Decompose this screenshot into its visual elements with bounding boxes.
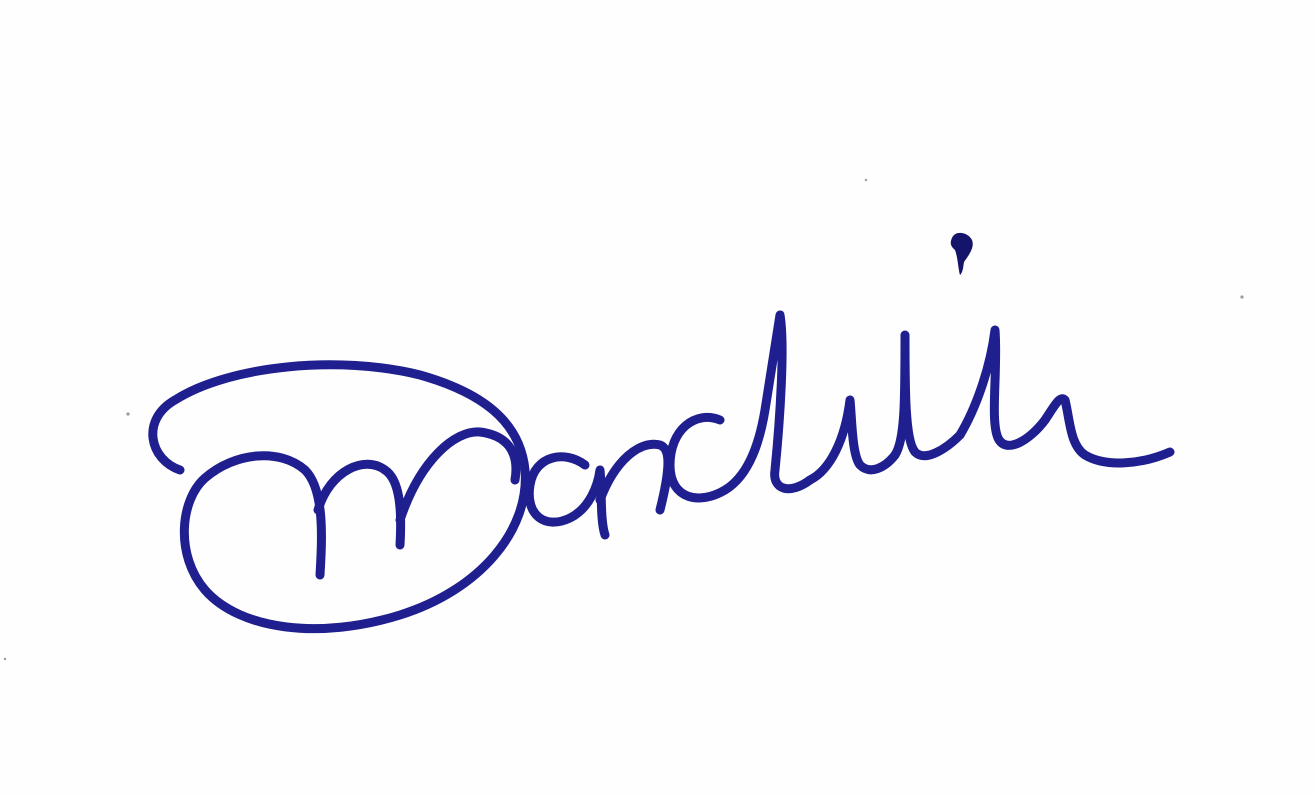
signature-join bbox=[400, 432, 516, 520]
paper-speck bbox=[4, 658, 6, 660]
paper-speck bbox=[865, 179, 867, 181]
signature-letter-i-1 bbox=[810, 400, 895, 480]
signature-letter-n bbox=[600, 444, 668, 510]
signature-letter-i-2 bbox=[895, 335, 960, 456]
signature-i-dot bbox=[951, 233, 973, 275]
paper-speck bbox=[1240, 295, 1243, 298]
signature-letter-a bbox=[529, 457, 605, 535]
signature-letter-d bbox=[670, 315, 810, 498]
signature-letter-e bbox=[960, 330, 1170, 463]
paper-speck bbox=[126, 412, 129, 415]
signature-m-hump bbox=[318, 464, 401, 545]
signature-outer-loop bbox=[153, 365, 526, 629]
